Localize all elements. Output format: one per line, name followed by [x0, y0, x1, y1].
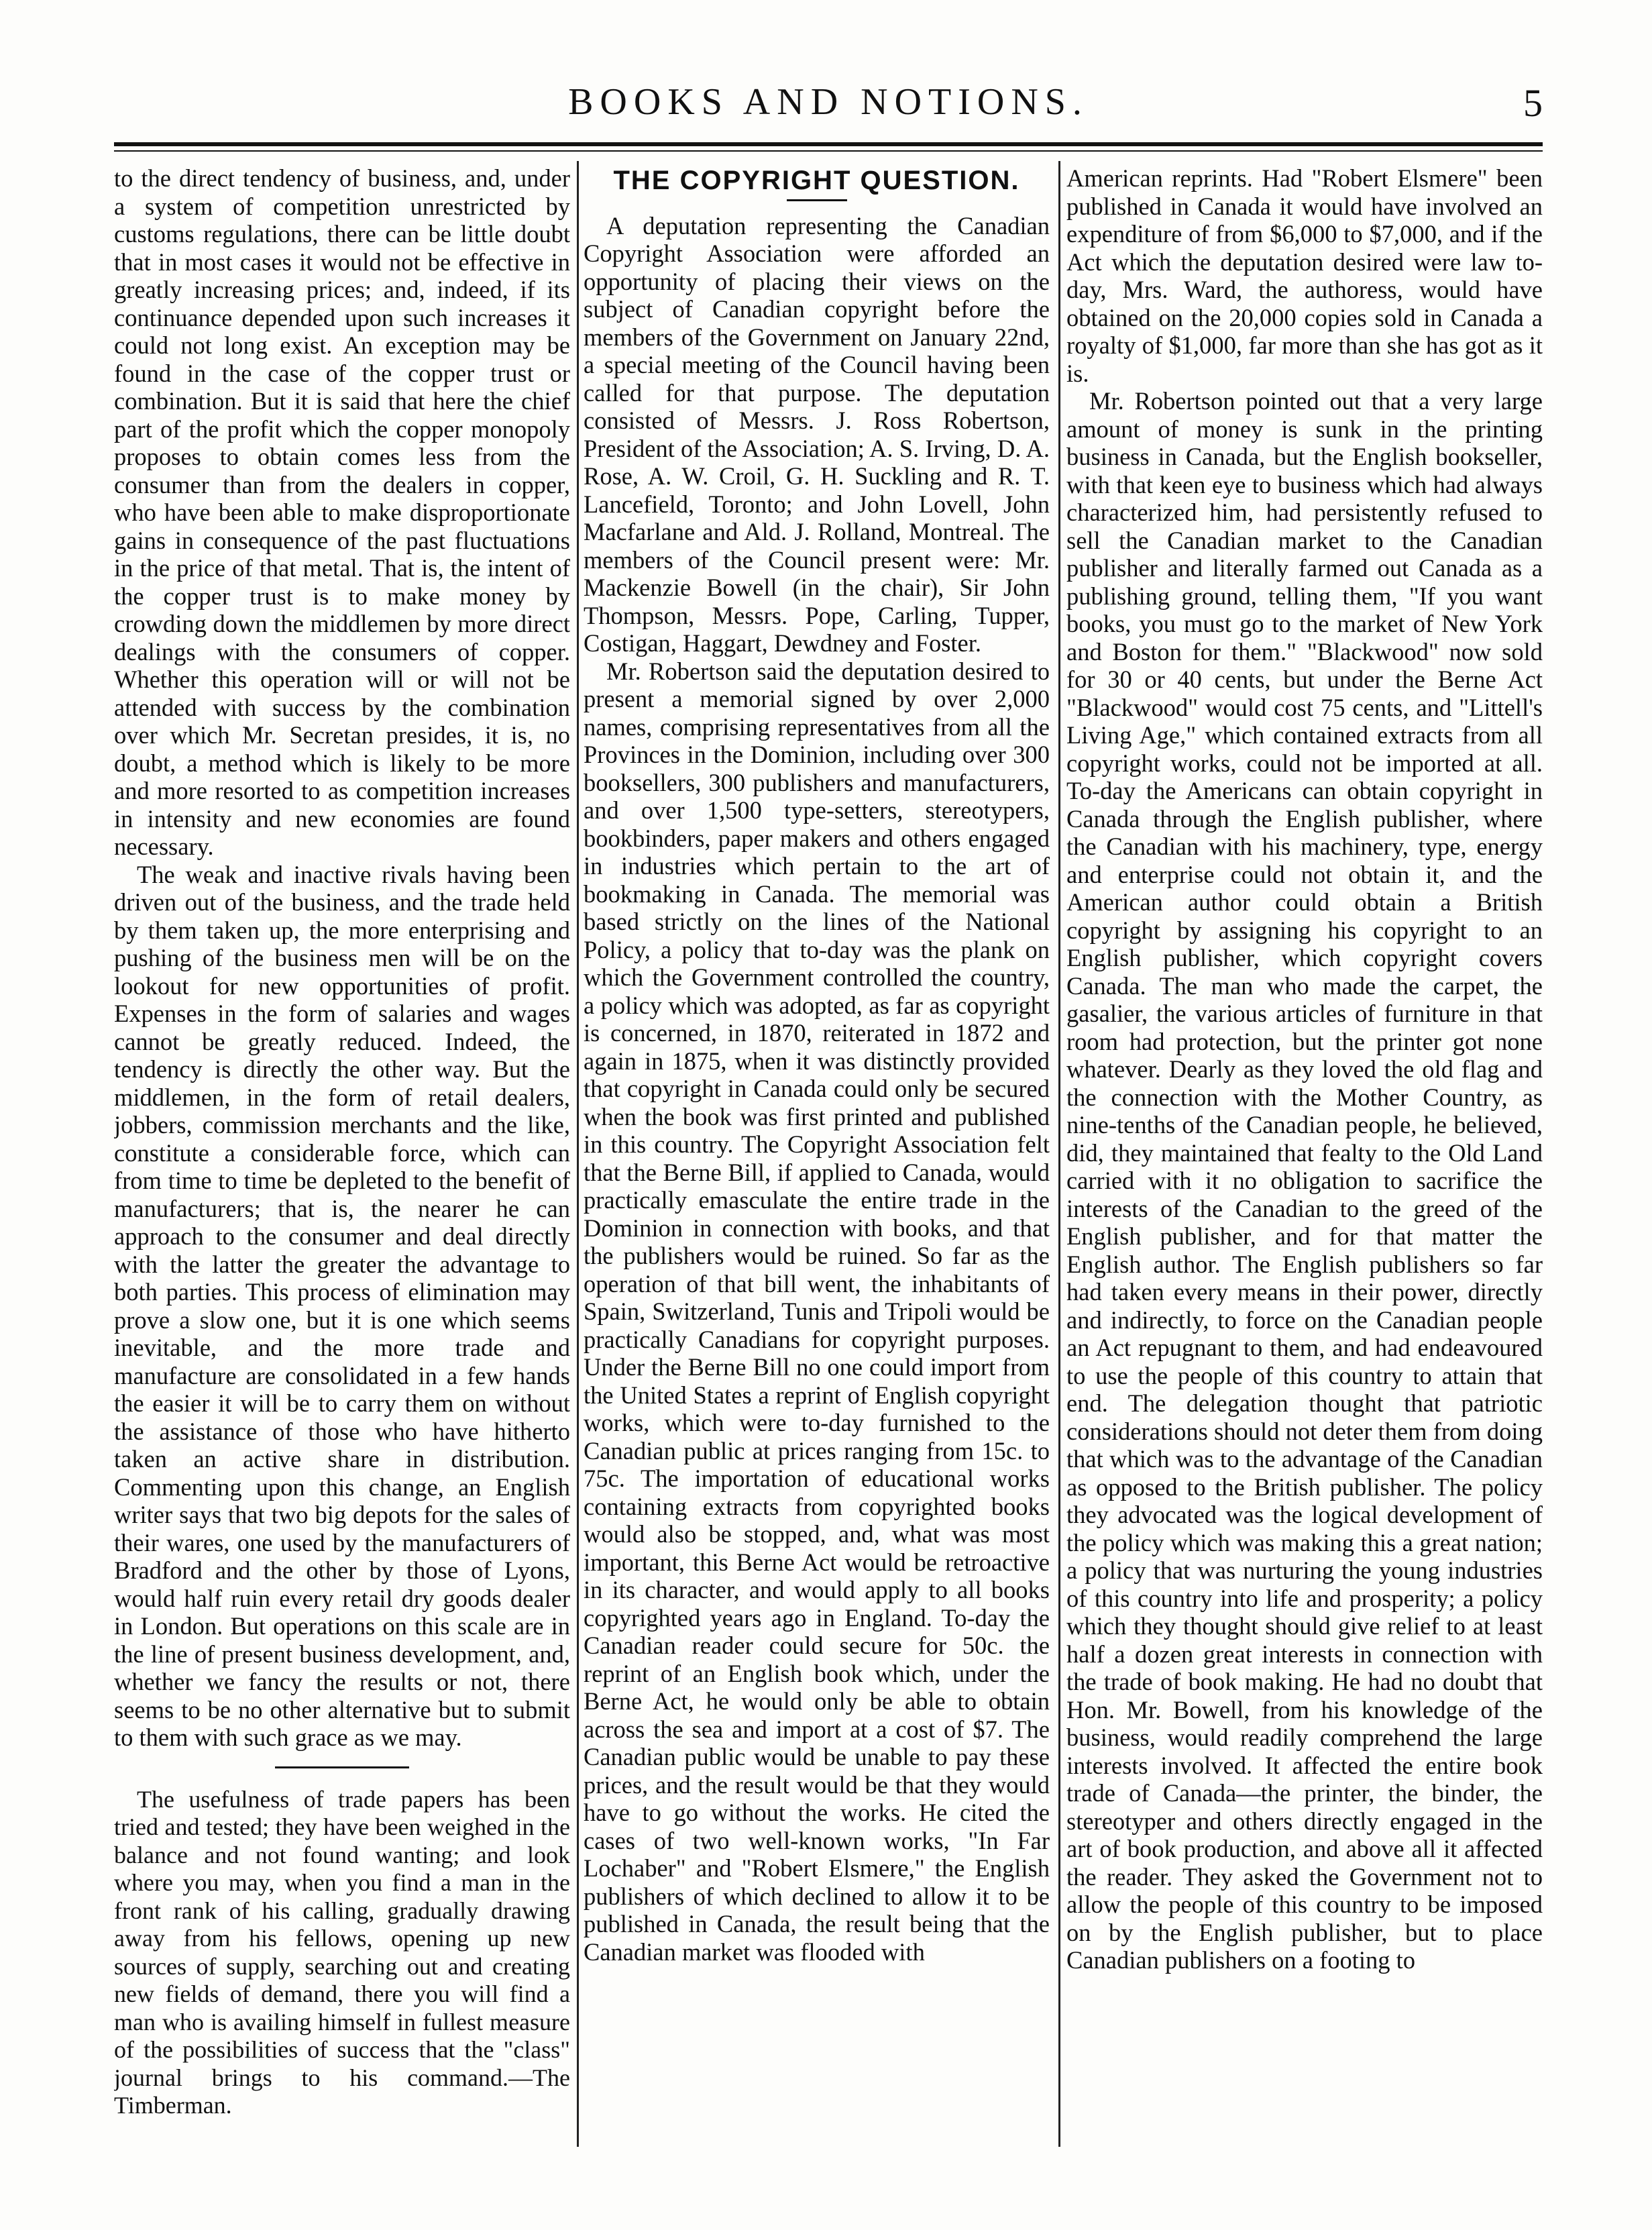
middle-paragraph-2: Mr. Robertson said the deputation desired to present a memorial signed by over 2,000 names, comprising representatives from all the Provinces in the Dominion, including over 300 booksellers, 300 publishers and manufacturers, and over 1,500 type-setters, stereotypers, bookbinders, paper makers and others engaged in industries which pertain to the art of bookmaking in Canada. The memorial was based strictly on the lines of the National Policy, a policy that to-day was the plank on which the Government controlled the country, a policy which was adopted, as far as copyright is concerned, in 1870, reiterated in 1872 and again in 1875, when it was distinctly provided that copyright in Canada could only be secured when the book was first printed and published in this country. The Copyright Association felt that the Berne Bill, if applied to Canada, would practically emasculate the entire trade in the Dominion in connection with books, and that the publishers would be ruined. So far as the operation of that bill went, the inhabitants of Spain, Switzerland, Tunis and Tripoli would be practically Canadians for copyright purposes. Under the Berne Bill no one could import from the United States a reprint of English copyright works, which were to-day furnished to the Canadian public at prices ranging from 15c. to 75c. The importation of educational works containing extracts from copyrighted books would also be stopped, and, what was most important, this Berne Act would be retroactive in its character, and would apply to all books copyrighted years ago in England. To-day the Canadian reader could secure for 50c. the reprint of an English book which, under the Berne Act, he would only be able to obtain across the sea and import at a cost of $7. The Canadian public would be unable to pay these prices, and the result would be that they would have to go without the works. He cited the cases of two well-known works, "In Far Lochaber" and "Robert Elsmere," the English publishers of which declined to allow it to be published in Canada, the result being that the Canadian market was flooded with	[584, 657, 1050, 1966]
trade-papers-article: The usefulness of trade papers has been tried and tested; they have been weighed in the balance and not found wanting; and look where you may, when you find a man in the front rank of his calling, gradually drawing away from his fellows, opening up new sources of supply, searching out and creating new fields of demand, there you will find a man who is availing himself in fullest measure of the possibilities of success that the "class" journal brings to his command.—The Timberman.	[114, 1785, 570, 2119]
middle-paragraph-1: A deputation representing the Canadian Copyright Association were afforded an opportunity of placing their views on the subject of Canadian copyright before the members of the Government on January 22nd, a special meeting of the Council having been called for that purpose. The deputation consisted of Messrs. J. Ross Robertson, President of the Association; A. S. Irving, D. A. Rose, A. W. Croil, G. H. Suckling and R. T. Lancefield, Toronto; and John Lovell, John Macfarlane and Ald. J. Rolland, Montreal. The members of the Council present were: Mr. Mackenzie Bowell (in the chair), Sir John Thompson, Messrs. Pope, Carling, Tupper, Costigan, Haggart, Dewdney and Foster.	[584, 211, 1050, 657]
right-paragraph-1: American reprints. Had "Robert Elsmere" been published in Canada it would have involved an expenditure of from $6,000 to $7,000, and if the Act which the deputation desired were law to-day, Mrs. Ward, the authoress, would have obtained on the 20,000 copies sold in Canada a royalty of $1,000, far more than she has got as it is.	[1066, 164, 1543, 387]
column-divider-2	[1058, 161, 1060, 2147]
right-paragraph-2: Mr. Robertson pointed out that a very large amount of money is sunk in the printing business in Canada, but the English bookseller, with that keen eye to business which had always characterized him, had persistently refused to sell the Canadian market to the Canadian publisher and literally farmed out Canada as a publishing ground, telling them, "If you want books, you must go to the market of New York and Boston for them." "Blackwood" now sold for 30 or 40 cents, but under the Berne Act "Blackwood" would cost 75 cents, and "Littell's Living Age," which contained extracts from all copyright works, could not be imported at all. To-day the Americans can obtain copyright in Canada through the English publisher, where the Canadian with his machinery, type, energy and enterprise could not obtain it, and the American author could obtain a British copyright by assigning his copyright to an English publisher, which copyright covers Canada. The man who made the carpet, the gasalier, the various articles of furniture in that room had protection, but the printer got none whatever. Dearly as they loved the old flag and the connection with the Mother Country, as nine-tenths of the Canadian people, he believed, did, they maintained that fealty to the Old Land carried with it no obligation to sacrifice the interests of the Canadian to the greed of the English publisher, and for that matter the English author. The English publishers so far had taken every means in their power, directly and indirectly, to force on the Canadian people an Act repugnant to them, and had endeavoured to use the people of this country to attain that end. The delegation thought that patriotic considerations should not deter them from doing that which was to the advantage of the Canadian as opposed to the British publisher. The policy they advocated was the logical development of the policy which was making this a great nation; a policy that was nurturing the young industries of this country into life and prosperity; a policy which they thought should give relief to at least half a dozen great interests in connection with the trade of book making. He had no doubt that Hon. Mr. Bowell, from his knowledge of the business, would readily comprehend the large interests involved. It affected the entire book trade of Canada—the printer, the binder, the stereotyper and others directly engaged in the art of book production, and above all it affected the reader. They asked the Government not to allow the people of this country to be imposed on by the English publisher, but to place Canadian publishers on a footing to	[1066, 387, 1543, 1974]
right-column	[1066, 164, 1543, 2140]
left-column	[114, 164, 570, 2140]
middle-column	[584, 164, 1050, 2140]
left-paragraph-2: The weak and inactive rivals having been driven out of the business, and the trade held by them taken up, the more enterprising and pushing of the business men will be on the lookout for new opportunities of profit. Expenses in the form of salaries and wages cannot be greatly reduced. Indeed, the tendency is directly the other way. But the middlemen, in the form of retail dealers, jobbers, commission merchants and the like, constitute a considerable force, which can from time to time be depleted to the benefit of manufacturers; that is, the nearer he can approach to the consumer and deal directly with the latter the greater the advantage to both parties. This process of elimination may prove a slow one, but it is one which seems inevitable, and the more trade and manufacture are consolidated in a few hands the easier it will be to carry them on without the assistance of those who have hitherto taken an active share in distribution. Commenting upon this change, an English writer says that two big depots for the sales of their wares, one used by the manufacturers of Bradford and the other by those of Lyons, would half ruin every retail dry goods dealer in London. But operations on this scale are in the line of present business development, and, whether we fancy the results or not, there seems to be no other alternative but to submit to them with such grace as we may.	[114, 860, 570, 1751]
header-rule	[114, 142, 1543, 152]
publication-title: BOOKS AND NOTIONS.	[568, 81, 1089, 123]
article-heading: THE COPYRIGHT QUESTION.	[613, 166, 1020, 195]
page-number: 5	[1523, 81, 1543, 125]
article-separator	[275, 1766, 409, 1768]
heading-rule	[787, 199, 847, 201]
column-divider-1	[577, 161, 579, 2147]
left-paragraph-1: to the direct tendency of business, and, under a system of competition unrestricted by customs regulations, there can be little doubt that in most cases it would not be effective in greatly increasing prices; and, indeed, if its continuance depended upon such increases it could not long exist. An exception may be found in the case of the copper trust or combination. But it is said that here the chief part of the profit which the copper monopoly proposes to obtain comes less from the consumer than from the dealers in copper, who have been able to make disproportionate gains in consequence of the past fluctuations in the price of that metal. That is, the intent of the copper trust is to make money by crowding down the middlemen by more direct dealings with the consumers of copper. Whether this operation will or will not be attended with success by the combination over which Mr. Secretan presides, it is, no doubt, a method which is likely to be more and more resorted to as competition increases in intensity and new economies are found necessary.	[114, 164, 570, 860]
running-header	[114, 81, 1543, 141]
